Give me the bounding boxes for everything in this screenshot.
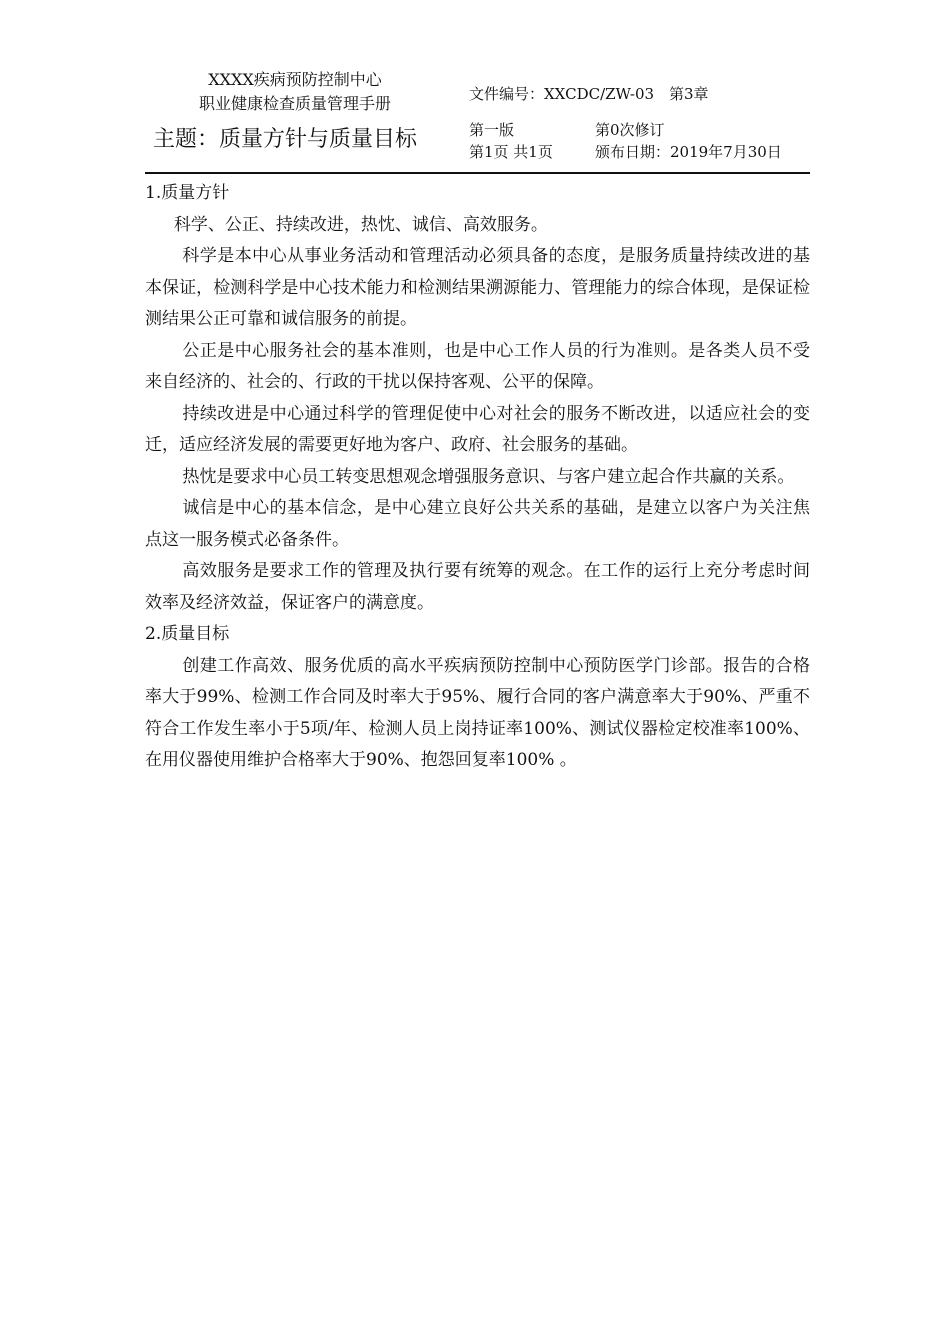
paragraph-enthusiasm: 热忱是要求中心员工转变思想观念增强服务意识、与客户建立起合作共赢的关系。 <box>182 466 795 487</box>
organization-name: XXXX疾病预防控制中心 <box>208 70 382 89</box>
document-header <box>145 62 810 172</box>
section-title-quality-objectives: 2.质量目标 <box>145 624 230 644</box>
quality-policy-motto: 科学、公正、持续改进，热忱、诚信、高效服务。 <box>173 214 548 235</box>
manual-name: 职业健康检查质量管理手册 <box>198 94 391 113</box>
header-divider <box>145 172 810 174</box>
revision-label: 第0次修订 <box>595 121 665 139</box>
paragraph-continuous-improvement: 持续改进是中心通过科学的管理促使中心对社会的服务不断改进，以适应社会的变迁，适应经济发展的需要更好地为客户、政府、社会服务的基础。 <box>145 403 810 455</box>
document-number: 文件编号：XXCDC/ZW-03 <box>469 85 655 103</box>
paragraph-efficient-service: 高效服务是要求工作的管理及执行要有统筹的观念。在工作的运行上充分考虑时间效率及经济效益，保证客户的满意度。 <box>145 561 810 613</box>
subject-title: 主题：质量方针与质量目标 <box>153 127 418 152</box>
document-body <box>145 178 810 777</box>
paragraph-science: 科学是本中心从事业务活动和管理活动必须具备的态度，是服务质量持续改进的基本保证，检测科学是中心技术能力和检测结果溯源能力、管理能力的综合体现，是保证检测结果公正可靠和诚信服务的前提。 <box>145 246 810 329</box>
chapter-label: 第3章 <box>669 85 709 103</box>
edition-label: 第一版 <box>469 121 515 139</box>
publish-date: 颁布日期：2019年7月30日 <box>595 143 782 161</box>
section-title-quality-policy: 1.质量方针 <box>145 183 230 203</box>
page-count: 第1页 共1页 <box>469 143 553 161</box>
paragraph-integrity: 诚信是中心的基本信念，是中心建立良好公共关系的基础，是建立以客户为关注焦点这一服务模式必备条件。 <box>145 498 810 550</box>
paragraph-fairness: 公正是中心服务社会的基本准则，也是中心工作人员的行为准则。是各类人员不受来自经济的、社会的、行政的干扰以保持客观、公平的保障。 <box>145 340 810 392</box>
paragraph-quality-objectives: 创建工作高效、服务优质的高水平疾病预防控制中心预防医学门诊部。报告的合格率大于99%、检测工作合同及时率大于95%、履行合同的客户满意率大于90%、严重不符合工作发生率小于5项/年、检测人员上岗持证率100%、测试仪器检定校准率100%、在用仪器使用维护合格率大于90%、抱怨回复率100% 。 <box>145 655 810 770</box>
